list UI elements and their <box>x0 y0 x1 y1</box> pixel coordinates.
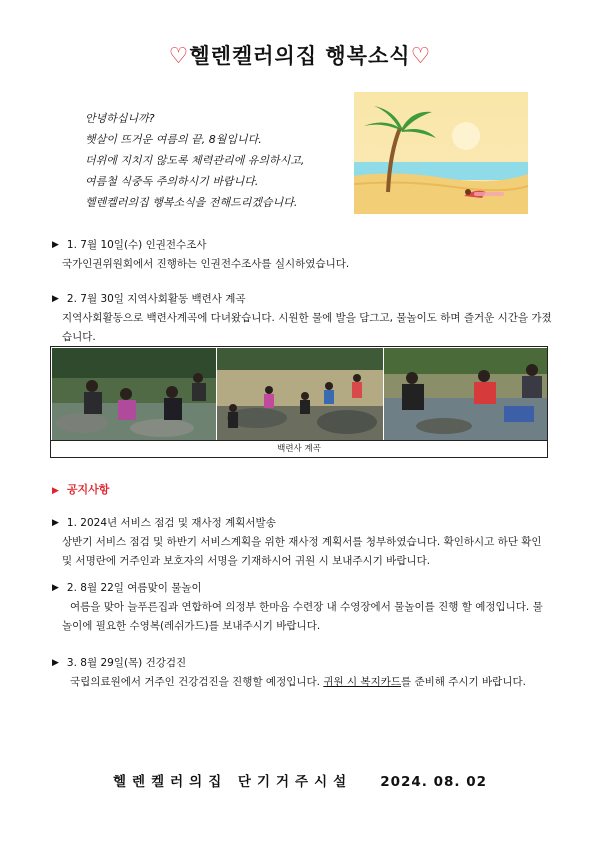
news-item-1 <box>52 236 552 274</box>
notice-heading-text: 공지사항 <box>66 483 110 496</box>
bullet-arrow-icon: ▶ <box>52 658 59 668</box>
beach-illustration <box>354 92 528 214</box>
bullet-arrow-icon: ▶ <box>52 486 59 496</box>
title-text: 헬렌켈러의집 행복소식 <box>189 44 411 68</box>
footer-date: 2024. 08. 02 <box>380 774 487 790</box>
notice-item-heading: 3. 8월 29일(목) 건강검진 <box>66 657 187 669</box>
notice-item-heading: 1. 2024년 서비스 점검 및 재사정 계획서발송 <box>66 517 276 529</box>
greeting-block <box>85 108 355 213</box>
notice-heading <box>52 481 109 497</box>
notice-item-body: 여름을 맞아 늘푸른집과 연합하여 의정부 한마음 수련장 내 수영장에서 물놀이를 진행 할 예정입니다. 물놀이에 필요한 수영복(레쉬가드)를 보내주시기 바랍니다. <box>62 601 543 632</box>
news-item-body: 지역사회활동으로 백련사계곡에 다녀왔습니다. 시원한 물에 발을 담그고, 물놀이도 하며 즐거운 시간을 가졌습니다. <box>62 312 552 343</box>
footer-org: 헬렌켈러의집 단기거주시설 <box>112 774 353 790</box>
news-item-2 <box>52 290 552 347</box>
greeting-line: 헬렌켈러의집 행복소식을 전해드리겠습니다. <box>85 196 298 209</box>
valley-photo-2 <box>217 348 383 440</box>
notice-item-1 <box>52 514 552 571</box>
heart-icon: ♡ <box>168 44 190 69</box>
greeting-line: 더위에 지치지 않도록 체력관리에 유의하시고, <box>85 154 305 167</box>
bullet-arrow-icon: ▶ <box>52 583 59 593</box>
heart-icon: ♡ <box>410 44 432 69</box>
greeting-line: 햇살이 뜨거운 여름의 끝, 8월입니다. <box>85 133 262 146</box>
greeting-line: 안녕하십니까? <box>85 112 155 125</box>
notice-item-body: 상반기 서비스 점검 및 하반기 서비스계획을 위한 재사정 계획서를 청부하였습니다. 확인하시고 하단 확인 및 서명란에 거주인과 보호자의 서명을 기재하시어 귀원 시 보내주시기 바랍니다. <box>62 536 542 567</box>
news-item-body: 국가인권위원회에서 진행하는 인권전수조사를 실시하였습니다. <box>62 258 350 270</box>
notice-item-2 <box>52 579 552 636</box>
news-item-heading: 1. 7월 10일(수) 인권전수조사 <box>66 239 207 251</box>
greeting-line: 여름철 식중독 주의하시기 바랍니다. <box>85 175 259 188</box>
photo-caption: 백련사 계곡 <box>51 440 547 457</box>
bullet-arrow-icon: ▶ <box>52 240 59 250</box>
notice-body-text: 를 준비해 주시기 바랍니다. <box>401 676 526 688</box>
valley-photo-1 <box>52 348 216 440</box>
news-item-heading: 2. 7월 30일 지역사회활동 백련사 계곡 <box>66 293 246 305</box>
valley-photo-3 <box>384 348 547 440</box>
notice-body-text: 국립의료원에서 거주인 건강검진을 진행할 예정입니다. <box>70 676 320 688</box>
bullet-arrow-icon: ▶ <box>52 518 59 528</box>
bullet-arrow-icon: ▶ <box>52 294 59 304</box>
footer <box>0 770 600 790</box>
welfare-card-text: 귀원 시 복지카드 <box>323 676 402 688</box>
notice-item-body <box>52 673 552 692</box>
notice-item-heading: 2. 8월 22일 여름맞이 물놀이 <box>66 582 202 594</box>
photo-strip <box>50 346 548 458</box>
notice-item-3 <box>52 654 552 692</box>
newsletter-title <box>0 40 600 70</box>
